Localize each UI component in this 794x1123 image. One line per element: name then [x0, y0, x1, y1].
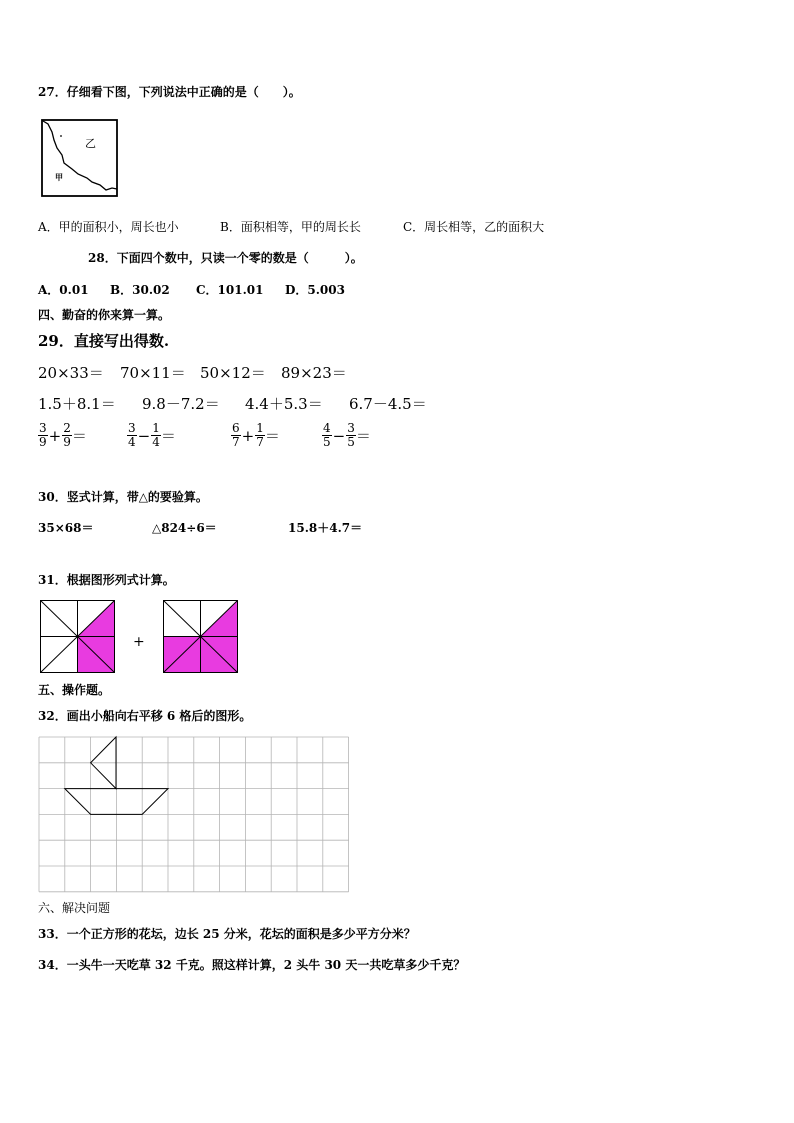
q29-r2-c4: 6.7－4.5＝ — [349, 395, 427, 413]
fraction-numerator: 3 — [39, 421, 47, 435]
q29-r1-c1: 20×33＝ — [38, 364, 104, 382]
q30-item-2: △824÷6＝ — [152, 521, 217, 535]
equals-sign: ＝ — [160, 427, 176, 445]
fraction-operator: + — [48, 426, 62, 445]
q29-fraction-expr-3 — [231, 422, 280, 449]
q27-option-b: B．面积相等，甲的周长长 — [220, 220, 361, 234]
fraction-numerator: 3 — [128, 421, 136, 435]
section-4-heading: 四、勤奋的你来算一算。 — [38, 308, 171, 322]
q28-option-a: A．0.01 — [38, 283, 89, 297]
equals-sign: ＝ — [71, 427, 87, 445]
fraction-numerator: 1 — [256, 421, 264, 435]
q29-fraction-expr-2 — [127, 422, 176, 449]
fraction-operator: + — [241, 426, 255, 445]
q30-item-1: 35×68＝ — [38, 521, 94, 535]
fraction-denominator: 5 — [347, 435, 355, 449]
q27-option-c: C．周长相等，乙的面积大 — [403, 220, 545, 234]
q31-figure-left — [40, 600, 116, 674]
q29-r2-c3: 4.4＋5.3＝ — [245, 395, 323, 413]
q30-item-3: 15.8＋4.7＝ — [288, 521, 363, 535]
q31-plus-sign: + — [133, 634, 145, 650]
fraction-numerator: 3 — [347, 421, 355, 435]
q29-r1-c3: 50×12＝ — [200, 364, 266, 382]
q29-fraction-expr-4 — [322, 422, 371, 449]
q28-option-d: D．5.003 — [285, 283, 345, 297]
fraction-denominator: 4 — [152, 435, 160, 449]
fraction-denominator: 7 — [256, 435, 264, 449]
fraction-denominator: 4 — [128, 435, 136, 449]
fraction-numerator: 6 — [232, 421, 240, 435]
fraction-denominator: 9 — [39, 435, 47, 449]
q28-option-c: C．101.01 — [196, 283, 264, 297]
q29-title: 29．直接写出得数. — [38, 332, 170, 350]
q30-title: 30．竖式计算，带△的要验算。 — [38, 490, 208, 504]
q28-option-b: B．30.02 — [110, 283, 170, 297]
q29-r2-c2: 9.8－7.2＝ — [142, 395, 220, 413]
equals-sign: ＝ — [355, 427, 371, 445]
fraction-denominator: 9 — [63, 435, 71, 449]
section-5-heading: 五、操作题。 — [38, 683, 111, 697]
fraction-operator: − — [137, 426, 151, 445]
q31-title: 31．根据图形列式计算。 — [38, 573, 175, 587]
q27-figure — [40, 118, 120, 198]
q27-option-a: A．甲的面积小，周长也小 — [38, 220, 179, 234]
fraction-numerator: 2 — [63, 421, 71, 435]
q27-label-jia: 甲 — [55, 172, 63, 182]
q29-fraction-expr-1 — [38, 422, 87, 449]
q28-question: 28．下面四个数中，只读一个零的数是（ ）。 — [88, 251, 363, 265]
fraction-denominator: 5 — [323, 435, 331, 449]
q31-figure-right — [163, 600, 239, 674]
equals-sign: ＝ — [264, 427, 280, 445]
q29-r2-c1: 1.5＋8.1＝ — [38, 395, 116, 413]
q33-text: 33．一个正方形的花坛，边长 25 分米，花坛的面积是多少平方分米？ — [38, 927, 416, 941]
section-6-heading: 六、解决问题 — [38, 901, 111, 915]
q27-question: 27．仔细看下图，下列说法中正确的是（ ）。 — [38, 85, 301, 99]
q29-r1-c4: 89×23＝ — [281, 364, 347, 382]
fraction-denominator: 7 — [232, 435, 240, 449]
q34-text: 34．一头牛一天吃草 32 千克。照这样计算，2 头牛 30 天一共吃草多少千克？ — [38, 958, 466, 972]
fraction-numerator: 4 — [323, 421, 331, 435]
q27-label-yi: 乙 — [85, 137, 96, 150]
q32-grid — [39, 737, 349, 893]
q32-title: 32．画出小船向右平移 6 格后的图形。 — [38, 709, 252, 723]
q29-r1-c2: 70×11＝ — [120, 364, 186, 382]
fraction-operator: − — [332, 426, 346, 445]
fraction-numerator: 1 — [152, 421, 160, 435]
